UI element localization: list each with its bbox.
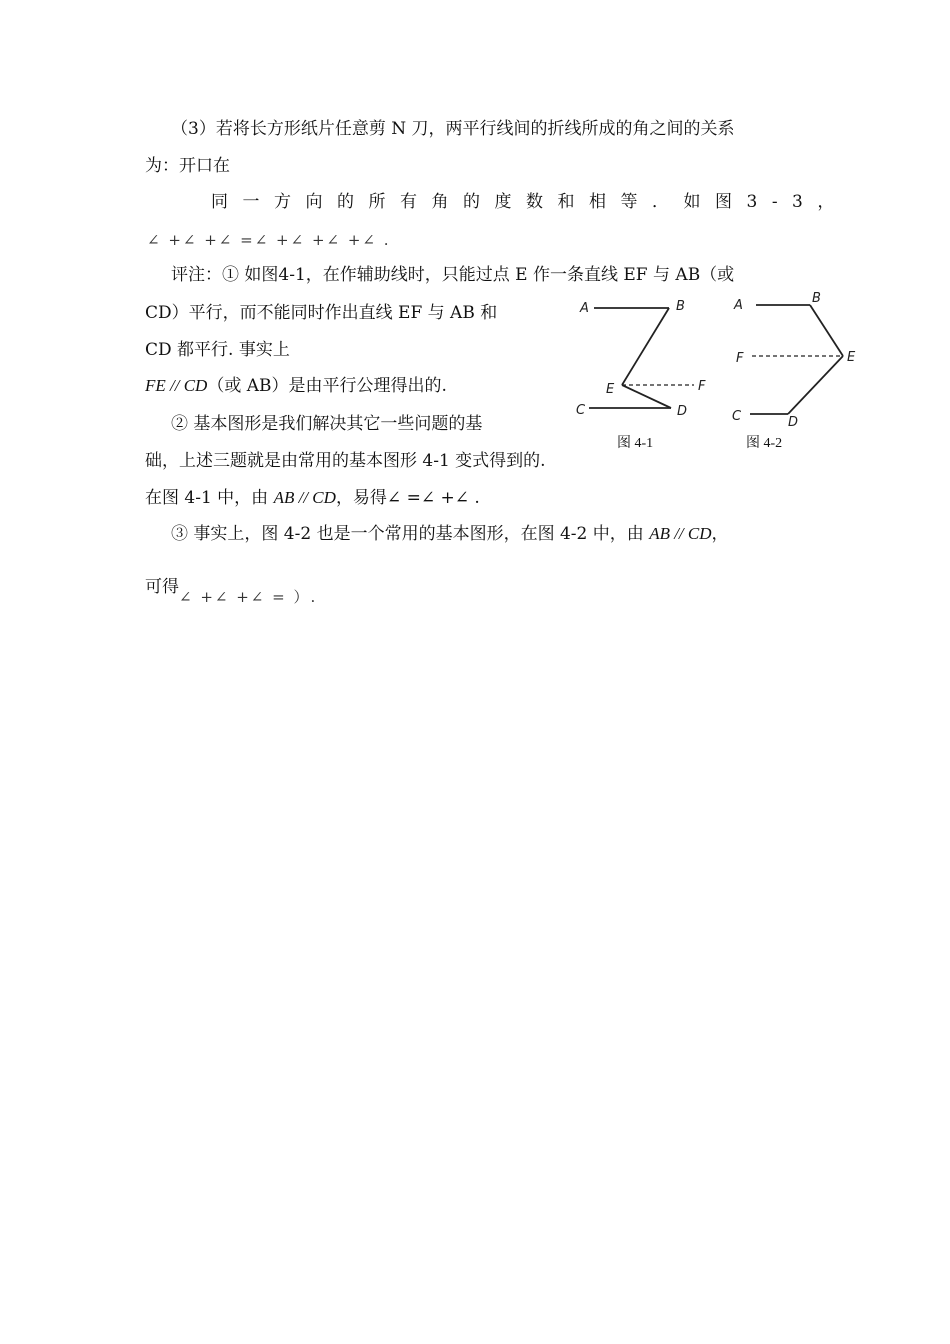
comment1-line3: CD 都平行. 事实上 bbox=[145, 340, 290, 360]
comment3-line1-end: ， bbox=[711, 524, 729, 544]
fig2-label-a: A bbox=[734, 298, 743, 313]
comment1-line4 bbox=[145, 375, 447, 397]
fig1-label-b: B bbox=[676, 299, 685, 314]
comment3-line1-start: ③ 事实上，图 4-2 也是一个常用的基本图形，在图 4-2 中，由 bbox=[171, 524, 650, 544]
comment2-line2: 础，上述三题就是由常用的基本图形 4-1 变式得到的. bbox=[145, 451, 546, 471]
fig2-line-be bbox=[810, 305, 843, 356]
fig1-label-e: E bbox=[606, 382, 615, 397]
fig1-line-ed bbox=[622, 385, 671, 408]
fig2-label-e: E bbox=[847, 350, 856, 365]
comment3-line1 bbox=[171, 523, 729, 545]
para3-line1: （3）若将长方形纸片任意剪 N 刀，两平行线间的折线所成的角之间的关系 bbox=[171, 119, 735, 139]
comment2-line1: ② 基本图形是我们解决其它一些问题的基 bbox=[171, 414, 483, 434]
fig2-label-b: B bbox=[812, 291, 821, 306]
comment3-angle-equation: ∠ +∠ +∠ = ）. bbox=[179, 588, 318, 606]
comment3-line2-start: 可得 bbox=[145, 577, 179, 597]
fig1-line-be bbox=[622, 308, 669, 385]
ab-parallel-cd-2: AB // CD bbox=[649, 524, 712, 543]
figure-4-1-caption: 图 4-1 bbox=[617, 436, 654, 451]
ab-parallel-cd: AB // CD bbox=[273, 488, 336, 507]
figure-4-1 bbox=[574, 290, 714, 430]
comment2-line3 bbox=[145, 487, 480, 509]
fe-parallel-cd: FE // CD bbox=[145, 376, 208, 395]
fig1-label-a: A bbox=[580, 301, 589, 316]
para3-line2: 为：开口在 bbox=[145, 156, 230, 176]
comment1-line4-rest: （或 AB）是由平行公理得出的. bbox=[207, 376, 447, 396]
figure-4-2-caption: 图 4-2 bbox=[746, 436, 783, 451]
comment2-line3-start: 在图 4-1 中，由 bbox=[145, 488, 274, 508]
comment2-line3-end: ，易得∠ =∠ +∠ . bbox=[335, 488, 480, 508]
fig2-line-ed bbox=[788, 356, 843, 414]
para3-line3: 同一方向的所有角的度数和相等．如图3-3， bbox=[211, 192, 849, 212]
para3-angle-equation: ∠ +∠ +∠ =∠ +∠ +∠ +∠ . bbox=[147, 231, 391, 249]
comment1-line2: CD）平行，而不能同时作出直线 EF 与 AB 和 bbox=[145, 303, 498, 323]
figure-4-2 bbox=[728, 290, 868, 430]
fig1-label-f: F bbox=[698, 379, 706, 394]
comment3-line2 bbox=[145, 576, 318, 606]
fig2-label-f: F bbox=[736, 351, 744, 366]
fig1-label-d: D bbox=[677, 404, 688, 419]
fig2-label-c: C bbox=[732, 409, 742, 424]
comment1-line1: 评注：① 如图4-1，在作辅助线时，只能过点 E 作一条直线 EF 与 AB（或 bbox=[171, 265, 735, 285]
fig2-label-d: D bbox=[788, 415, 799, 430]
fig1-label-c: C bbox=[576, 403, 586, 418]
